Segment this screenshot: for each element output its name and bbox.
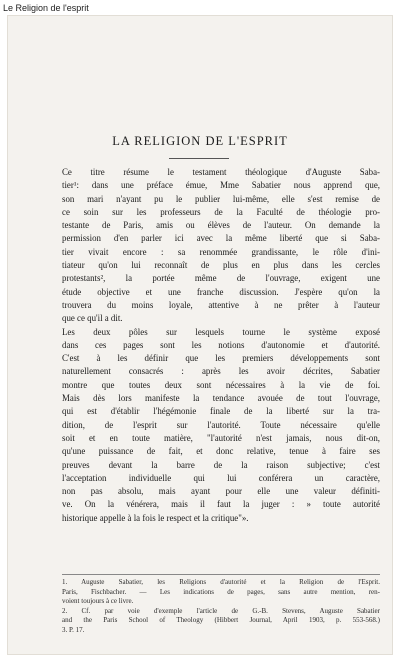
text-line: naturellement consacrés : après les avoir décrites, Sabatier [62, 366, 380, 377]
footnote-line: Paris, Fischbacher. — Les indications de pages, sans autre mention, ren- [62, 587, 380, 596]
text-line: que ce qu'il a dit. [62, 313, 123, 324]
footnote-separator [62, 574, 380, 575]
text-line: son mari n'ayant pu le publier lui-même, elle s'est remise de [62, 193, 380, 204]
text-line: trouvera du moins loyale, attentive à ne prêter à l'auteur [62, 299, 380, 310]
text-line: Les deux pôles sur lesquels tourne le système exposé [62, 326, 380, 337]
paragraph-1 [62, 166, 380, 326]
footnotes [62, 578, 380, 635]
text-line: testante de Paris, amis ou élèves de l'auteur. On demande la [62, 220, 380, 231]
text-line: permission d'en parler ici avec la même liberté que si Saba- [62, 233, 380, 244]
text-line: qu'une puissance de fait, et donc relative, tenue à faire ses [62, 446, 380, 457]
source-label: Le Religion de l'esprit [3, 3, 89, 13]
text-line: montre que toutes deux sont nécessaires à la vie de foi. [62, 379, 380, 390]
footnote-line: and the Paris School of Theology (Hibbert Journal, April 1903, p. 553-568.) [62, 616, 380, 624]
text-line: tiateur qu'on lui reconnaît de plus en plus dans les cercles [62, 260, 380, 271]
text-line: ce soin sur les professeurs de la Faculté de théologie pro- [62, 206, 380, 217]
text-line: tier¹: dans une préface émue, Mme Sabatier nous apprend que, [62, 180, 380, 191]
text-line: historique appelle à la fois le respect et la critique"». [62, 512, 249, 523]
scanned-page [8, 16, 392, 654]
footnote-line: 2. Cf. par voie d'exemple l'article de G.-B. Stevens, Auguste Sabatier [62, 606, 380, 615]
footnote-line: 1. Auguste Sabatier, les Religions d'autorité et la Religion de l'Esprit. [62, 578, 380, 586]
text-line: dition, de l'esprit sur l'autorité. Toute nécessaire qu'elle [62, 419, 380, 430]
footnote-line: voient toujours à ce livre. [62, 597, 134, 605]
text-line: qui est d'établir l'hégémonie finale de la liberté sur la tra- [62, 406, 380, 417]
text-line: Mais dès lors manifeste la tendance avouée de tout l'ouvrage, [62, 393, 380, 404]
text-line: ve. On la vénérera, mais il faut la juger : » toute autorité [62, 499, 380, 510]
text-line: dans ces pages sont les notions d'autonomie et d'autorité. [62, 339, 380, 350]
text-line: non pas absolu, mais ayant pour elle une valeur définiti- [62, 486, 380, 497]
text-line: soit et en toute matière, "l'autorité n'est jamais, nous dit-on, [62, 432, 380, 443]
text-line: protestants², la portée même de l'ouvrage, exigent une [62, 273, 380, 284]
text-line: preuves devant la barre de la raison subjective; c'est [62, 459, 380, 470]
text-line: l'acceptation individuelle qui lui conférera un caractère, [62, 472, 380, 483]
text-line: étude objective et une franche discussion. J'espère qu'on la [62, 286, 380, 297]
paragraph-2 [62, 326, 380, 525]
title-rule [169, 158, 229, 159]
article-body [62, 166, 380, 525]
article-title: LA RELIGION DE L'ESPRIT [112, 134, 288, 148]
text-line: tier vivait encore : sa renommée grandissante, le rôle d'ini- [62, 246, 380, 257]
footnote-line: 3. P. 17. [62, 625, 85, 634]
text-line: C'est à les définir que les premiers développements sont [62, 353, 380, 364]
text-line: Ce titre résume le testament théologique d'Auguste Saba- [62, 167, 380, 177]
